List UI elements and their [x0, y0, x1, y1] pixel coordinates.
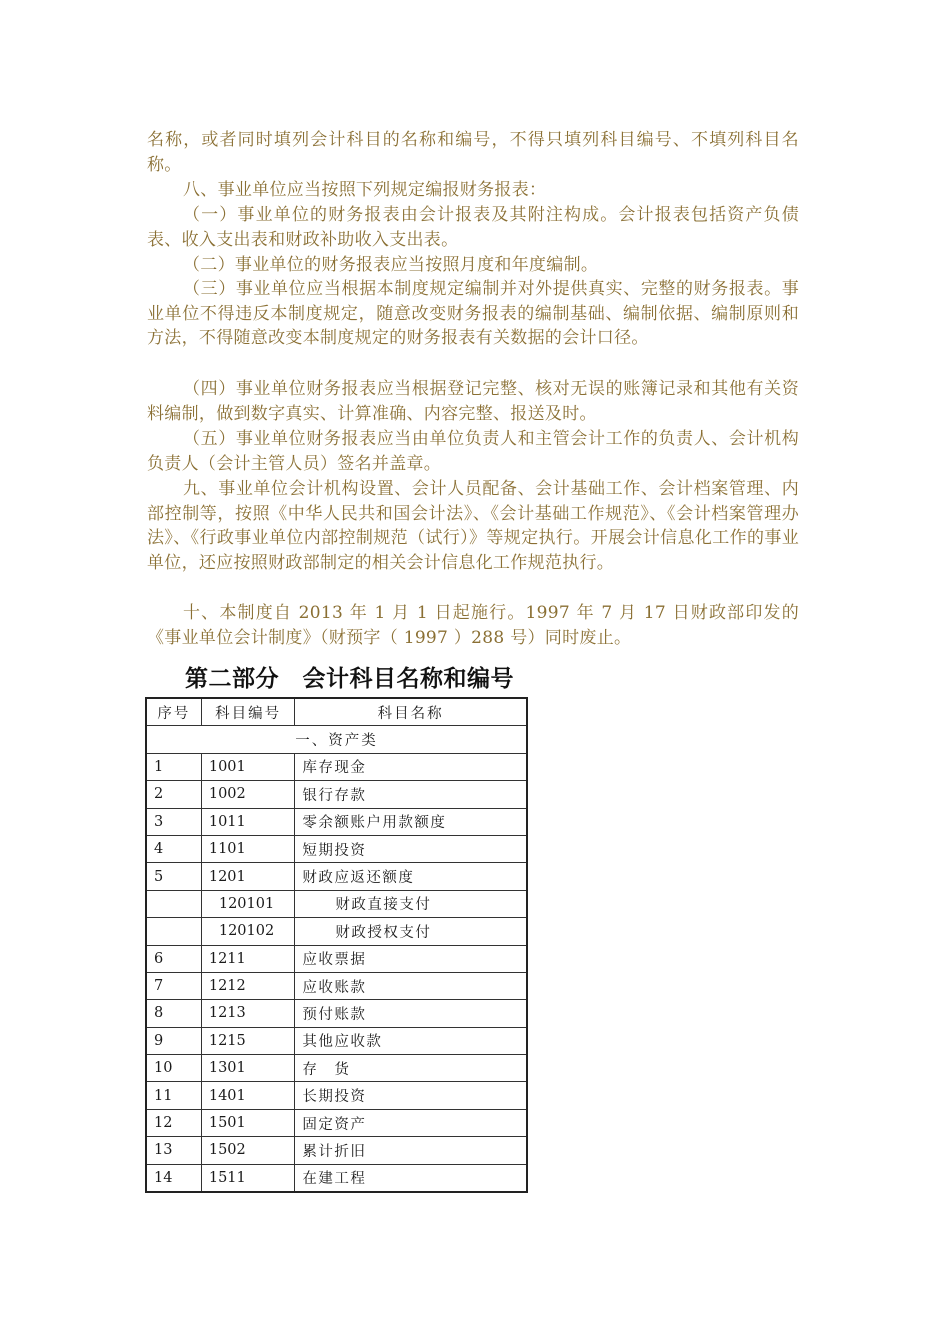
paragraph-item-9: 九、事业单位会计机构设置、会计人员配备、会计基础工作、会计档案管理、内部控制等，按照《中华人民共和国会计法》、《会计基础工作规范》、《会计档案管理办法》、《行政事业单位内部控制规范（试行）》等规定执行。开展会计信息化工作的事业单位，还应按照财政部制定的相关会计信息化工作规范执行。	[147, 479, 799, 573]
cell-name: 累计折旧	[295, 1137, 527, 1164]
cell-name: 应收票据	[295, 945, 527, 972]
cell-no: 6	[146, 945, 201, 972]
table-body	[146, 726, 527, 1192]
cell-code: 1212	[201, 972, 294, 999]
cell-name: 零余额账户用款额度	[295, 808, 527, 835]
cell-no	[146, 890, 201, 917]
paragraph-item-8-2: （二）事业单位的财务报表应当按照月度和年度编制。	[183, 255, 599, 275]
table-row	[146, 1164, 527, 1192]
paragraph-item-8-5: （五）事业单位财务报表应当由单位负责人和主管会计工作的负责人、会计机构负责人（会计主管人员）签名并盖章。	[147, 429, 799, 474]
cell-no: 5	[146, 863, 201, 890]
cell-name: 存 货	[295, 1055, 527, 1082]
table-row	[146, 918, 527, 945]
table-row	[146, 890, 527, 917]
cell-no	[146, 918, 201, 945]
cell-code: 1502	[201, 1137, 294, 1164]
table-row	[146, 1137, 527, 1164]
paragraph-item-10: 十、本制度自 2013 年 1 月 1 日起施行。1997 年 7 月 17 日财政部印发的《事业单位会计制度》（财预字（ 1997 ）288 号）同时废止。	[147, 603, 799, 648]
table-row	[146, 781, 527, 808]
cell-code: 1002	[201, 781, 294, 808]
cell-no: 10	[146, 1055, 201, 1082]
table-row	[146, 863, 527, 890]
paragraph-item-8-4: （四）事业单位财务报表应当根据登记完整、核对无误的账簿记录和其他有关资料编制，做到数字真实、计算准确、内容完整、报送及时。	[147, 379, 799, 424]
cell-no: 7	[146, 972, 201, 999]
paragraph-continuation: 名称，或者同时填列会计科目的名称和编号，不得只填列科目编号、不填列科目名称。	[147, 130, 799, 175]
table-header-row	[146, 698, 527, 726]
paragraph-item-8: 八、事业单位应当按照下列规定编报财务报表：	[183, 180, 547, 200]
cell-code: 1401	[201, 1082, 294, 1109]
category-label: 一、资产类	[146, 726, 527, 753]
cell-name: 财政应返还额度	[295, 863, 527, 890]
table-row	[146, 1027, 527, 1054]
cell-no: 3	[146, 808, 201, 835]
cell-no: 1	[146, 753, 201, 780]
table-row	[146, 1000, 527, 1027]
cell-code: 1211	[201, 945, 294, 972]
table-row	[146, 1055, 527, 1082]
cell-code: 1011	[201, 808, 294, 835]
paragraph-item-8-3: （三）事业单位应当根据本制度规定编制并对外提供真实、完整的财务报表。事业单位不得违反本制度规定，随意改变财务报表的编制基础、编制依据、编制原则和方法，不得随意改变本制度规定的财务报表有关数据的会计口径。	[147, 279, 799, 349]
cell-no: 9	[146, 1027, 201, 1054]
cell-name: 短期投资	[295, 835, 527, 862]
paragraph-item-8-1: （一）事业单位的财务报表由会计报表及其附注构成。会计报表包括资产负债表、收入支出表和财政补助收入支出表。	[147, 205, 799, 250]
cell-code: 120101	[201, 890, 294, 917]
cell-code: 1501	[201, 1109, 294, 1136]
table-row	[146, 808, 527, 835]
cell-name: 长期投资	[295, 1082, 527, 1109]
cell-code: 1215	[201, 1027, 294, 1054]
cell-name: 库存现金	[295, 753, 527, 780]
cell-name: 预付账款	[295, 1000, 527, 1027]
table-row	[146, 972, 527, 999]
cell-code: 1101	[201, 835, 294, 862]
table-row	[146, 1082, 527, 1109]
cell-no: 14	[146, 1164, 201, 1192]
cell-name: 银行存款	[295, 781, 527, 808]
cell-no: 11	[146, 1082, 201, 1109]
cell-code: 1511	[201, 1164, 294, 1192]
header-no: 序号	[146, 698, 201, 726]
table-row	[146, 945, 527, 972]
header-name: 科目名称	[295, 698, 527, 726]
cell-code: 1301	[201, 1055, 294, 1082]
cell-name: 其他应收款	[295, 1027, 527, 1054]
account-subjects-table	[145, 697, 528, 1193]
cell-name: 财政授权支付	[295, 918, 527, 945]
table-row	[146, 1109, 527, 1136]
cell-no: 12	[146, 1109, 201, 1136]
section-title: 第二部分 会计科目名称和编号	[185, 666, 514, 692]
cell-code: 1213	[201, 1000, 294, 1027]
cell-name: 财政直接支付	[295, 890, 527, 917]
cell-no: 13	[146, 1137, 201, 1164]
cell-no: 8	[146, 1000, 201, 1027]
category-row	[146, 726, 527, 753]
cell-name: 应收账款	[295, 972, 527, 999]
cell-code: 120102	[201, 918, 294, 945]
cell-code: 1201	[201, 863, 294, 890]
cell-code: 1001	[201, 753, 294, 780]
header-code: 科目编号	[201, 698, 294, 726]
cell-name: 在建工程	[295, 1164, 527, 1192]
cell-no: 4	[146, 835, 201, 862]
table-row	[146, 753, 527, 780]
cell-name: 固定资产	[295, 1109, 527, 1136]
table-row	[146, 835, 527, 862]
cell-no: 2	[146, 781, 201, 808]
